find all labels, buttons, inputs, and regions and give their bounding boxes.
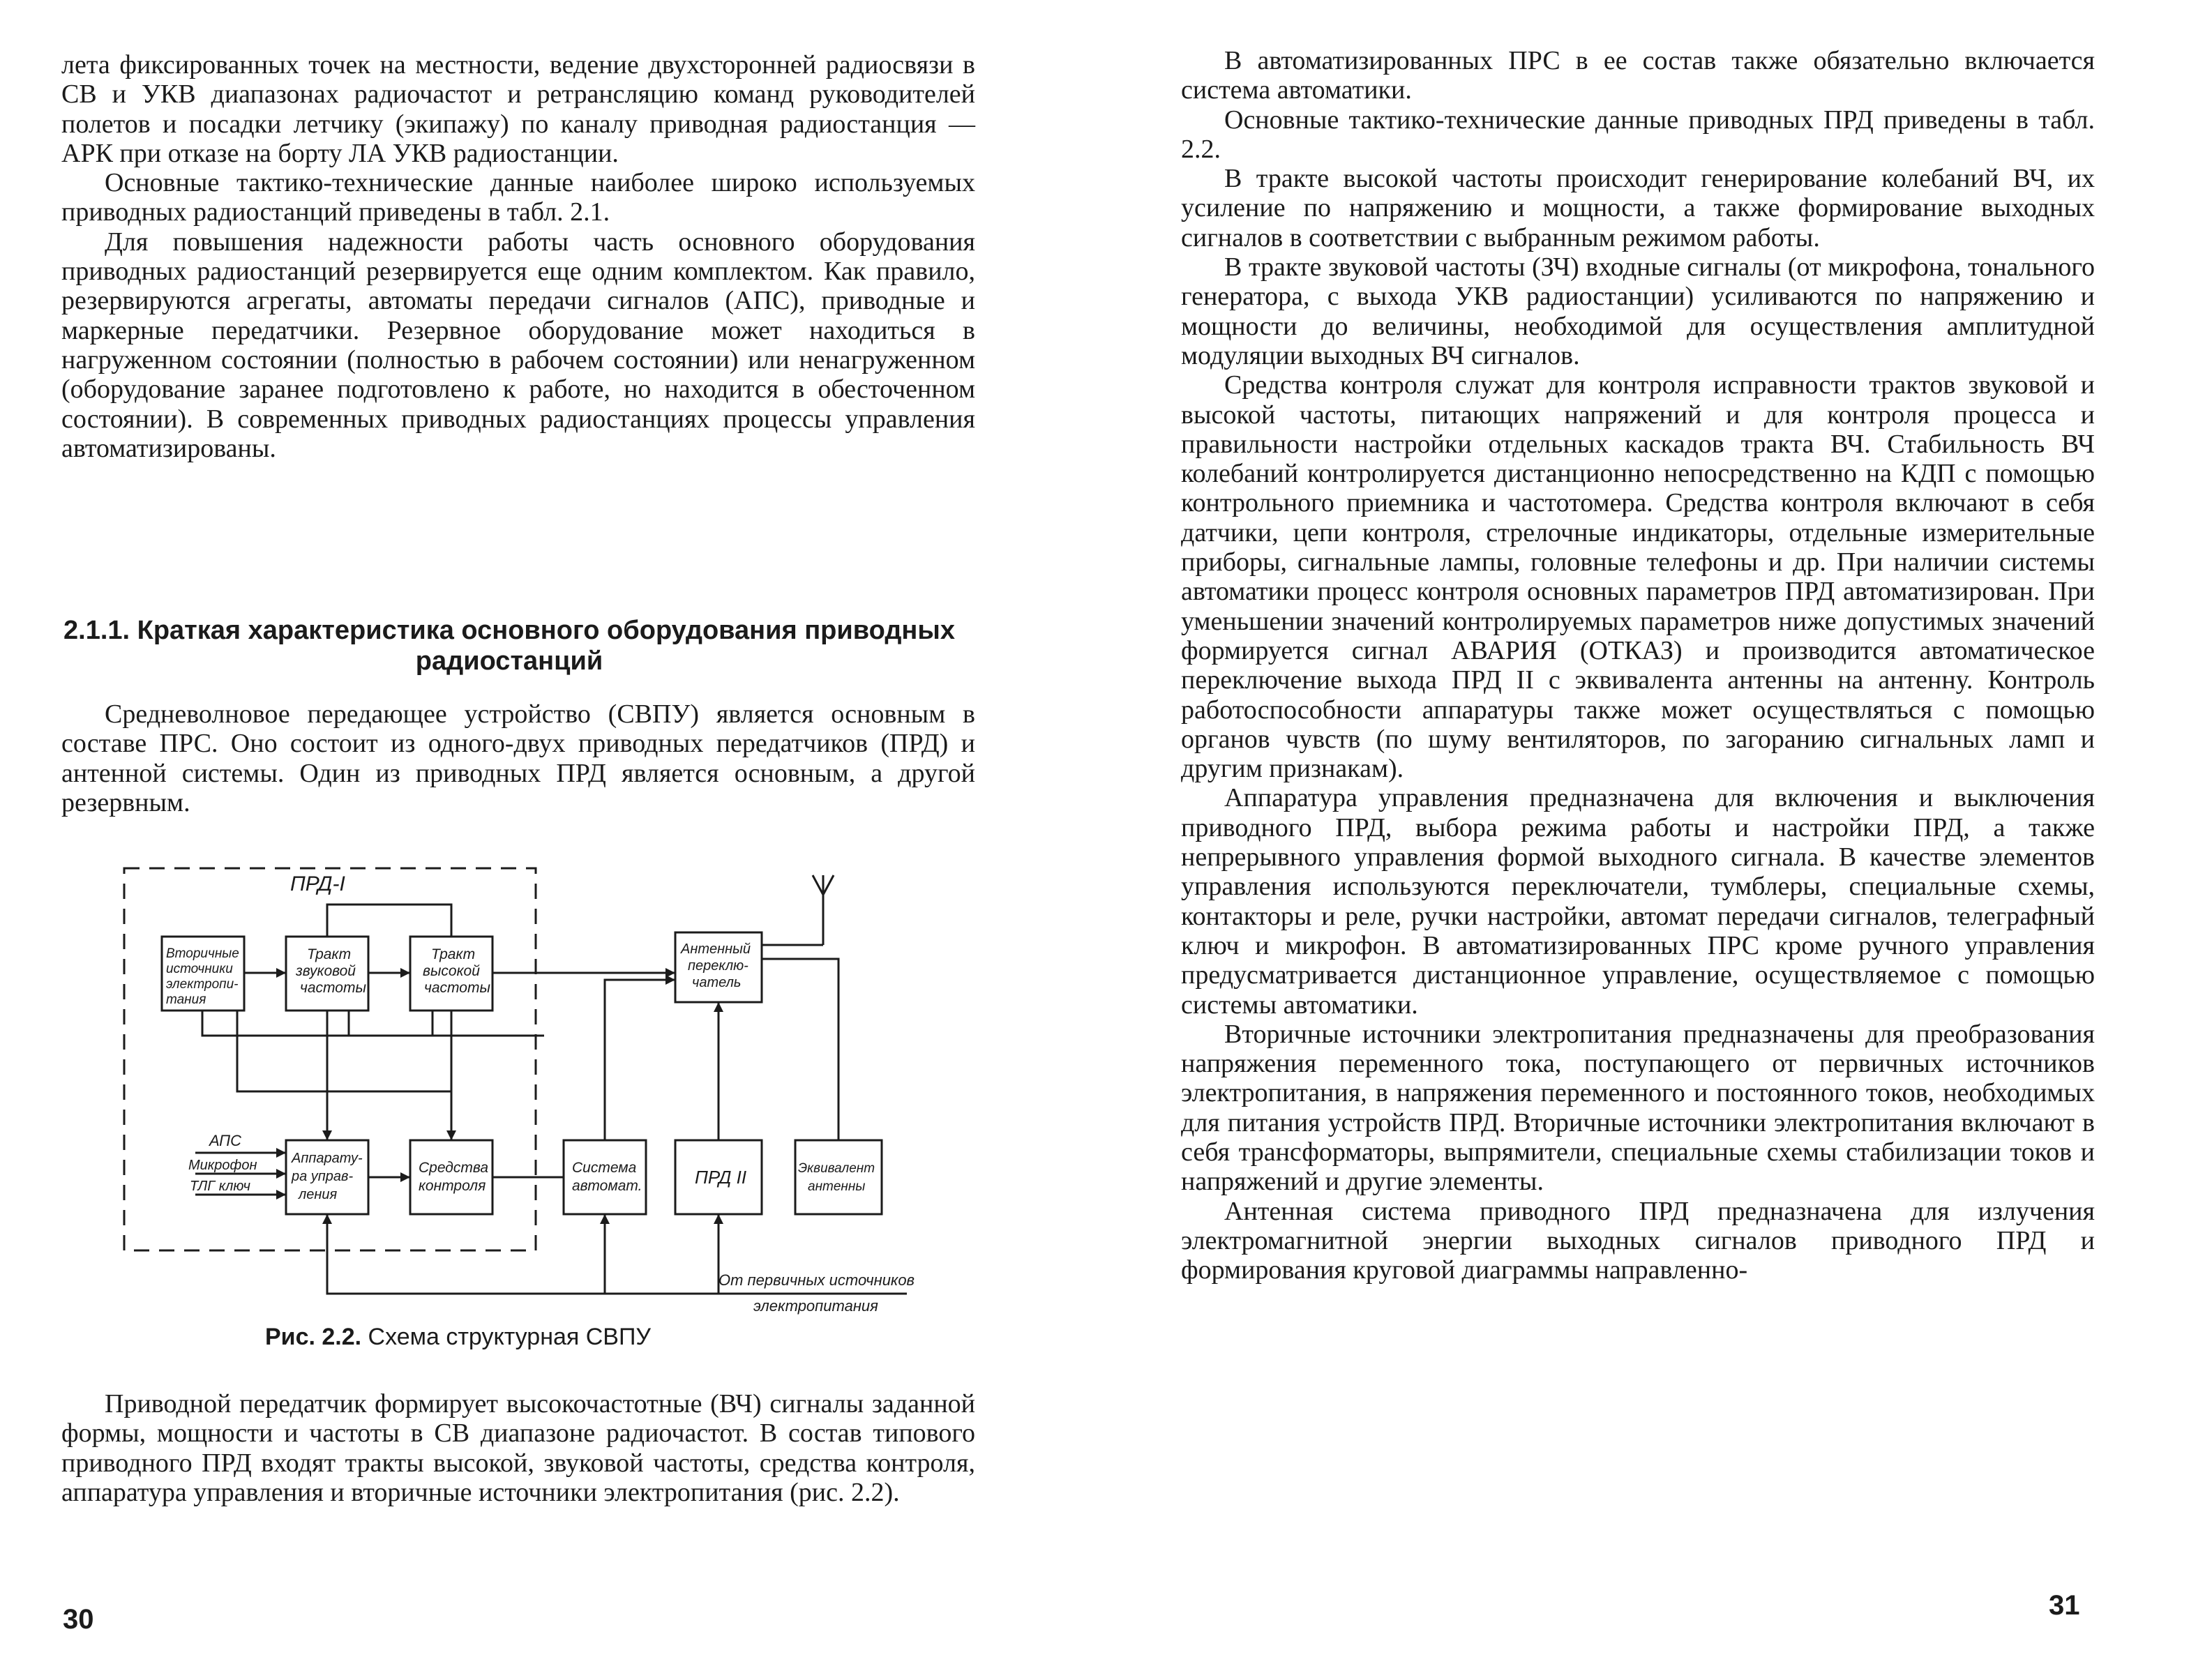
paragraph: лета фиксированных точек на местности, ведение двухсторонней радиосвязи в СВ и УКВ диапазонах радиочастот и ретрансляцию команд руководителей полетов и посадки летчику (экипажу) по каналу приводная радиостанция — АРК при отказе на борту ЛА УКВ радиостанции. <box>61 50 975 168</box>
secondary-power-label-4: тания <box>166 992 206 1007</box>
page-number-left: 30 <box>63 1604 94 1635</box>
paragraph: Для повышения надежности работы часть основного оборудования приводных радиостанций резервируется еще одним комплектом. Как правило, резервируются агрегаты, автоматы передачи сигналов (АПС), приводные и маркерные передатчики. Резервное оборудование может находиться в нагруженном состоянии (полностью в рабочем состоянии) или ненагруженном (оборудование заранее подготовлено к работе, но находится в обесточенном состоянии). В современных приводных радиостанциях процессы управления автоматизированы. <box>61 227 975 463</box>
page-number-right: 31 <box>2049 1590 2080 1621</box>
audio-path-label-2: звуковой <box>296 963 356 979</box>
monitoring-label-1: Средства <box>419 1160 489 1176</box>
hf-path-label-1: Тракт <box>431 946 476 962</box>
paragraph: Антенная система приводного ПРД предназначена для излучения электромагнитной энергии выходных сигналов приводного ПРД и формирования круговой диаграммы направленно- <box>1181 1196 2095 1285</box>
paragraph: Аппаратура управления предназначена для включения и выключения приводного ПРД, выбора режима работы и настройки ПРД, а также непрерывного управления формой выходного сигнала. В качестве элементов управления используются переключатели, тумблеры, специальные схемы, контакторы и реле, ручки настройки, автомат передачи сигналов, телеграфный ключ и микрофон. В автоматизированных ПРС кроме ручного управления предусматривается дистанционное управление, осуществляемое с помощью системы автоматики. <box>1181 783 2095 1020</box>
figure-caption <box>265 1323 651 1351</box>
automation-label-1: Система <box>572 1160 637 1176</box>
left-top-text <box>61 50 975 463</box>
antenna-switch-label-3: чатель <box>692 975 742 990</box>
secondary-power-label-2: источники <box>166 962 233 976</box>
hf-path-label-2: высокой <box>423 963 480 979</box>
paragraph: Приводной передатчик формирует высокочастотные (ВЧ) сигналы заданной формы, мощности и частоты в СВ диапазоне радиочастот. В состав типового приводного ПРД входят тракты высокой, звуковой частоты, средства контроля, аппаратура управления и вторичные источники электропитания (рис. 2.2). <box>61 1389 975 1507</box>
antenna-switch-label-2: переклю- <box>688 958 748 974</box>
tg-key-input-label: ТЛГ ключ <box>190 1179 250 1194</box>
paragraph: Средства контроля служат для контроля исправности трактов звуковой и высокой частоты, питающих напряжений и для контроля процесса и правильности настройки отдельных каскадов тракта ВЧ. Стабильность ВЧ колебаний контролируется дистанционно непосредственно на КДП с помощью контрольного приемника и частотомера. Средства контроля включают в себя датчики, цепи контроля, стрелочные индикаторы, отдельные измерительные приборы, сигнальные лампы, головные телефоны и др. При наличии системы автоматики процесс контроля основных параметров ПРД автоматизирован. При уменьшении значений контролируемых параметров ниже допустимых значений формируется сигнал АВАРИЯ (ОТКАЗ) и производится автоматическое переключение выхода ПРД II с эквивалента антенны на антенну. Контроль работоспособности аппаратуры также может осуществляться с помощью органов чувств (по шуму вентиляторов, по загоранию сигнальных ламп и другим признакам). <box>1181 370 2095 784</box>
antenna-switch-label-1: Антенный <box>681 941 751 957</box>
power-source-label-2: электропитания <box>753 1297 878 1315</box>
prd1-label: ПРД-I <box>290 872 345 895</box>
control-equipment-label-2: ра управ- <box>292 1169 354 1184</box>
control-equipment-label-1: Аппарату- <box>292 1151 363 1166</box>
hf-path-label-3: частоты <box>424 980 490 996</box>
monitoring-block <box>410 1140 492 1214</box>
paragraph: Основные тактико-технические данные наиболее широко используемых приводных радиостанций приведены в табл. 2.1. <box>61 168 975 227</box>
paragraph: В тракте звуковой частоты (ЗЧ) входные сигналы (от микрофона, тонального генератора, с выхода УКВ радиостанции) усиливаются по напряжению и мощности до величины, необходимой для осуществления амплитудной модуляции выходных ВЧ сигналов. <box>1181 252 2095 370</box>
paragraph: Основные тактико-технические данные приводных ПРД приведены в табл. 2.2. <box>1181 105 2095 164</box>
prd2-label: ПРД II <box>695 1167 747 1188</box>
paragraph: В тракте высокой частоты происходит генерирование колебаний ВЧ, их усиление по напряжению и мощности, а также формирование выходных сигналов в соответствии с выбранным режимом работы. <box>1181 164 2095 252</box>
right-page <box>1106 0 2212 1657</box>
dummy-antenna-label-2: антенны <box>808 1179 866 1194</box>
monitoring-label-2: контроля <box>419 1178 486 1194</box>
section-heading: 2.1.1. Краткая характеристика основного оборудования приводных радиостанций <box>63 616 955 676</box>
microphone-input-label: Микрофон <box>188 1158 257 1173</box>
automation-label-2: автомат. <box>572 1178 642 1194</box>
figure-caption-text: Схема структурная СВПУ <box>368 1324 652 1350</box>
figure-caption-label: Рис. 2.2. <box>265 1324 362 1350</box>
audio-path-label-1: Тракт <box>307 946 352 962</box>
audio-path-label-3: частоты <box>300 980 366 996</box>
power-source-label-1: От первичных источников <box>718 1271 915 1289</box>
svpu-text <box>61 699 975 817</box>
right-text <box>1181 46 2095 1285</box>
diagram-labels <box>166 872 915 1315</box>
automation-block <box>564 1140 646 1214</box>
svpu-structure-diagram <box>112 861 949 1315</box>
dummy-antenna-label-1: Эквивалент <box>798 1161 875 1176</box>
secondary-power-label-3: электропи- <box>166 977 239 992</box>
control-equipment-label-3: ления <box>299 1187 338 1202</box>
secondary-power-label-1: Вторичные <box>166 946 239 961</box>
dummy-antenna-block <box>795 1140 882 1214</box>
aps-input-label: АПС <box>209 1132 241 1149</box>
paragraph: В автоматизированных ПРС в ее состав также обязательно включается система автоматики. <box>1181 46 2095 105</box>
paragraph: Средневолновое передающее устройство (СВПУ) является основным в составе ПРС. Оно состоит из одного-двух приводных передатчиков (ПРД) и антенной системы. Один из приводных ПРД является основным, а другой резервным. <box>61 699 975 817</box>
paragraph: Вторичные источники электропитания предназначены для преобразования напряжения переменного тока, поступающего от первичных источников электропитания, в напряжения переменного и постоянного токов, необходимых для питания устройств ПРД. Вторичные источники электропитания включают в себя трансформаторы, выпрямители, специальные схемы стабилизации токов и напряжений и другие элементы. <box>1181 1019 2095 1197</box>
left-bottom-text <box>61 1389 975 1507</box>
